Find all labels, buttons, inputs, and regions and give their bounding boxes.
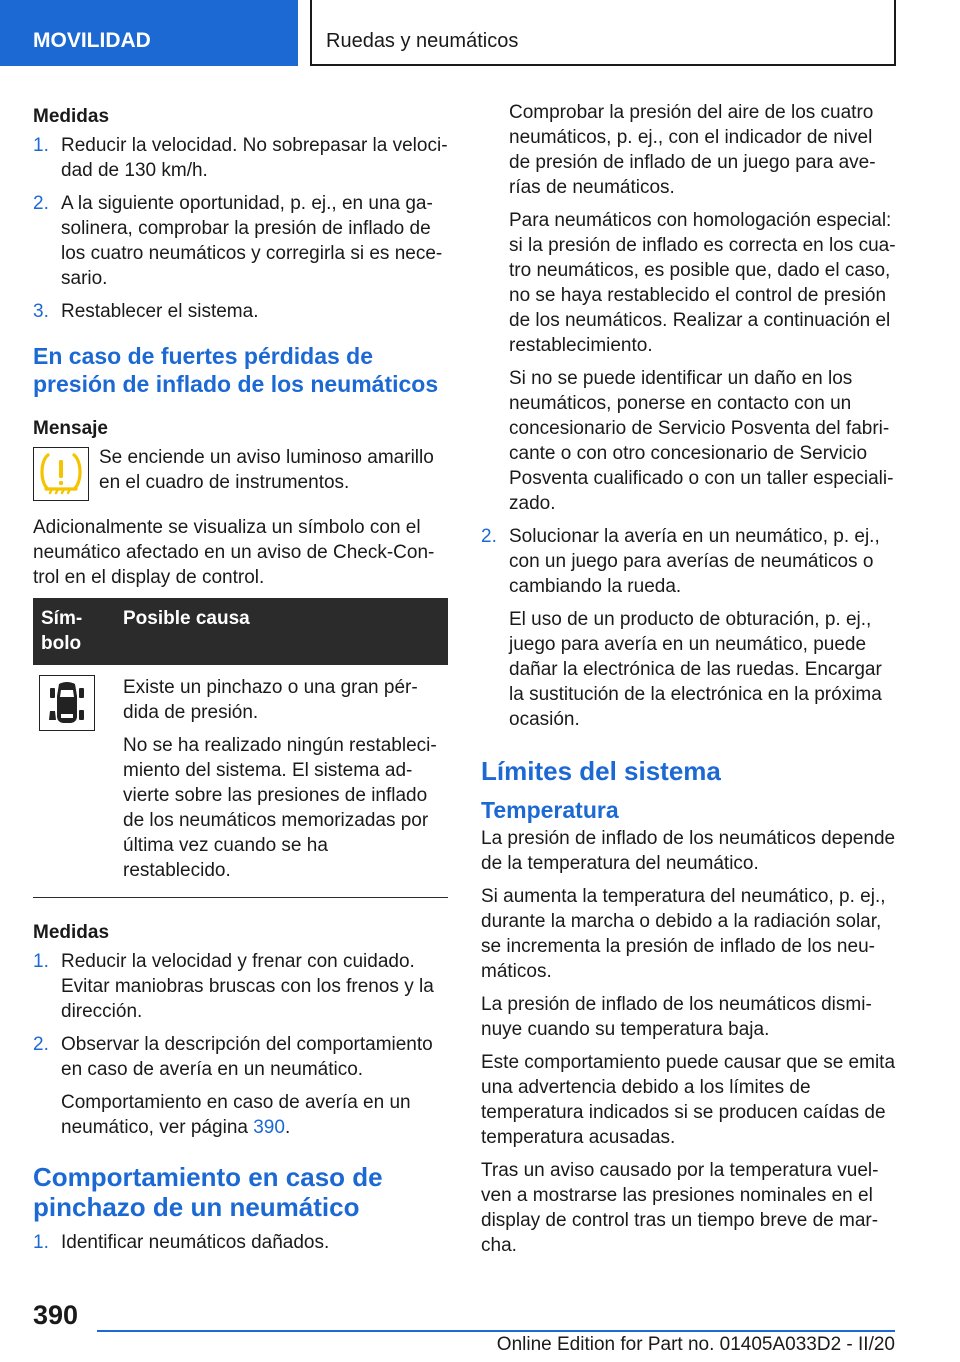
list-text: A la siguiente oportunidad, p. ej., en una gasolinera, comprobar la presión de inflado de los cuatro neumáticos y corregirla si es necesario.: [61, 193, 443, 289]
list-text-continuation: El uso de un producto de obturación, p. ej., juego para avería en un neumático, puede dañar la electrónica de las ruedas. Encargar la sustitución de la electrónica en la próxima ocasión.: [509, 609, 882, 730]
list-text: Solucionar la avería en un neumático, p. ej., con un juego para averías de neumáticos o cambiando la rueda.: [509, 526, 880, 597]
subheading-temperature: Temperatura: [481, 797, 619, 823]
list-text: Reducir la velocidad. No sobrepasar la velocidad de 130 km/h.: [61, 135, 448, 181]
section-heading-limits: Límites del sistema: [481, 756, 721, 786]
list-item: [33, 1230, 448, 1255]
measures-list: [33, 133, 448, 324]
list-number: 2.: [33, 1034, 49, 1055]
list-item: [33, 191, 448, 291]
table-header-symbol: Símbolo: [33, 598, 115, 665]
list-text: Identificar neumáticos dañados.: [61, 1232, 330, 1253]
paragraph: Para neumáticos con homologación especial: si la presión de inflado es correcta en los cuatro neumáticos, es posible que, dado el caso, no se haya restablecido el control de presión de los neumáticos. Realizar a continuación el restablecimiento.: [509, 210, 896, 356]
chapter-title: Ruedas y neumáticos: [310, 0, 896, 66]
paragraph: Este comportamiento puede causar que se emita una advertencia debido a los límites de temperatura indicados si se producen caídas de temperatura acusadas.: [481, 1052, 896, 1148]
right-column: [481, 100, 896, 1266]
cause-text: Existe un pinchazo o una gran pérdida de presión.: [123, 677, 418, 723]
table-cell-symbol: [33, 665, 115, 898]
left-column: [33, 100, 448, 1263]
footer-edition: Online Edition for Part no. 01405A033D2 - II/20: [496, 1334, 895, 1355]
table-row: [33, 665, 448, 898]
list-text: Restablecer el sistema.: [61, 301, 259, 322]
list-item: [33, 299, 448, 324]
paragraph: La presión de inflado de los neumáticos disminuye cuando su temperatura baja.: [481, 994, 872, 1040]
list-text: Reducir la velocidad y frenar con cuidado. Evitar maniobras bruscas con los frenos y la dirección.: [61, 951, 434, 1022]
list-text: Observar la descripción del comportamiento en caso de avería en un neumático.: [61, 1034, 433, 1080]
list-number: 1.: [33, 135, 49, 156]
table-header-cause: Posible causa: [115, 598, 448, 665]
list-number: 1.: [33, 1232, 49, 1253]
list-number: 3.: [33, 301, 49, 322]
list-item: [33, 1032, 448, 1140]
measures-title: Medidas: [33, 106, 110, 127]
paragraph: Tras un aviso causado por la temperatura vuelven a mostrarse las presiones nominales en el display de control tras un tiempo breve de marcha.: [481, 1160, 879, 1256]
table-cell-cause: [115, 665, 448, 898]
message-text: Se enciende un aviso luminoso amarillo en el cuadro de instrumentos.: [99, 447, 434, 493]
paragraph: Si no se puede identificar un daño en los neumáticos, ponerse en contacto con un concesionario de Servicio Posventa del fabricante o con otro concesionario de Servicio Posventa cualificado o con un taller especializado.: [509, 368, 894, 514]
footer-divider: [97, 1330, 895, 1332]
list-text-continuation: [61, 1090, 448, 1140]
car-flat-tire-icon: [39, 675, 95, 731]
cross-reference-text: Comportamiento en caso de avería en un neumático, ver página: [61, 1092, 411, 1138]
tire-pressure-warning-icon: [33, 447, 89, 501]
warning-message: [33, 445, 448, 505]
list-item: [481, 524, 896, 732]
list-item: [33, 133, 448, 183]
cause-text: No se ha realizado ningún restablecimiento del sistema. El sistema advierte sobre las presiones de inflado de los neumáticos memorizadas por última vez cuando se ha restablecido.: [123, 735, 437, 881]
section-tab: MOVILIDAD: [0, 0, 298, 66]
puncture-list: [481, 524, 896, 732]
list-continuation: [481, 100, 896, 516]
section-heading-puncture: Comportamiento en caso de pinchazo de un neumático: [33, 1162, 383, 1222]
symbol-table: [33, 598, 448, 898]
paragraph: Adicionalmente se visualiza un símbolo con el neumático afectado en un aviso de Check-Control en el display de control.: [33, 517, 435, 588]
list-number: 2.: [481, 526, 497, 547]
section-heading-pressure-loss: En caso de fuertes pérdidas de presión de inflado de los neumáticos: [33, 343, 439, 397]
punctuation: .: [284, 1117, 291, 1138]
message-title: Mensaje: [33, 418, 108, 439]
paragraph: Comprobar la presión del aire de los cuatro neumáticos, p. ej., con el indicador de nivel de presión de inflado de un juego para averías de neumáticos.: [509, 102, 876, 198]
page-link[interactable]: 390: [253, 1117, 285, 1138]
list-number: 2.: [33, 193, 49, 214]
paragraph: La presión de inflado de los neumáticos depende de la temperatura del neumático.: [481, 828, 896, 874]
measures-title: Medidas: [33, 922, 110, 943]
list-number: 1.: [33, 951, 49, 972]
puncture-list: [33, 1230, 448, 1255]
page-header: [0, 0, 960, 66]
paragraph: Si aumenta la temperatura del neumático, p. ej., durante la marcha o debido a la radiación solar, se incrementa la presión de inflado de los neumáticos.: [481, 886, 886, 982]
page-number: 390: [33, 1300, 79, 1330]
measures-list: [33, 949, 448, 1140]
list-item: [33, 949, 448, 1024]
